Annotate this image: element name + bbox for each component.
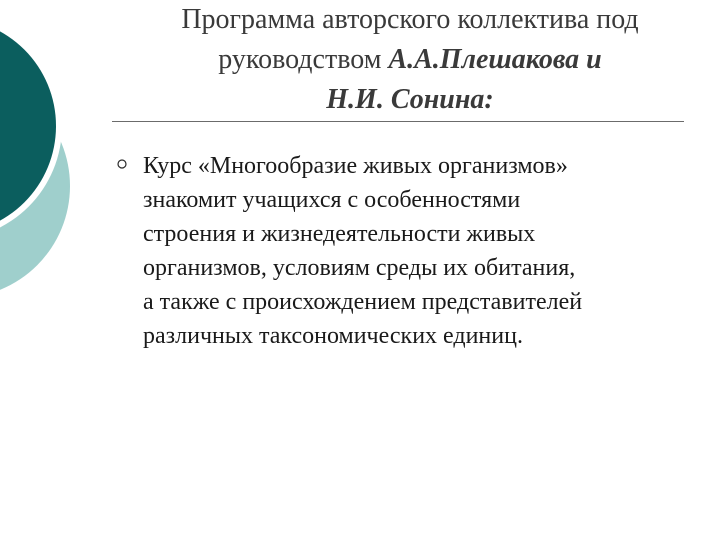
bullet-paragraph [143, 149, 703, 353]
paragraph-line: организмов, условиям среды их обитания, [143, 255, 576, 281]
slide-title [110, 0, 710, 120]
title-author-2: Н.И. Сонина: [326, 84, 494, 115]
title-line-2-text: руководством [218, 44, 389, 75]
title-line-1: Программа авторского коллектива под [181, 4, 639, 35]
paragraph-line: строения и жизнедеятельности живых [143, 221, 536, 247]
title-divider [112, 121, 684, 122]
title-author-1: А.А.Плешакова и [388, 44, 602, 75]
paragraph-line: Курс «Многообразие живых организмов» [143, 153, 568, 179]
paragraph-line: а также с происхождением представителей [143, 289, 583, 315]
title-line-2 [110, 40, 710, 80]
decorative-circles [0, 0, 80, 300]
paragraph-line: различных таксономических единиц. [143, 323, 523, 349]
paragraph-line: знакомит учащихся с особенностями [143, 187, 521, 213]
hollow-circle-icon [117, 159, 127, 169]
title-line-3 [110, 80, 710, 120]
